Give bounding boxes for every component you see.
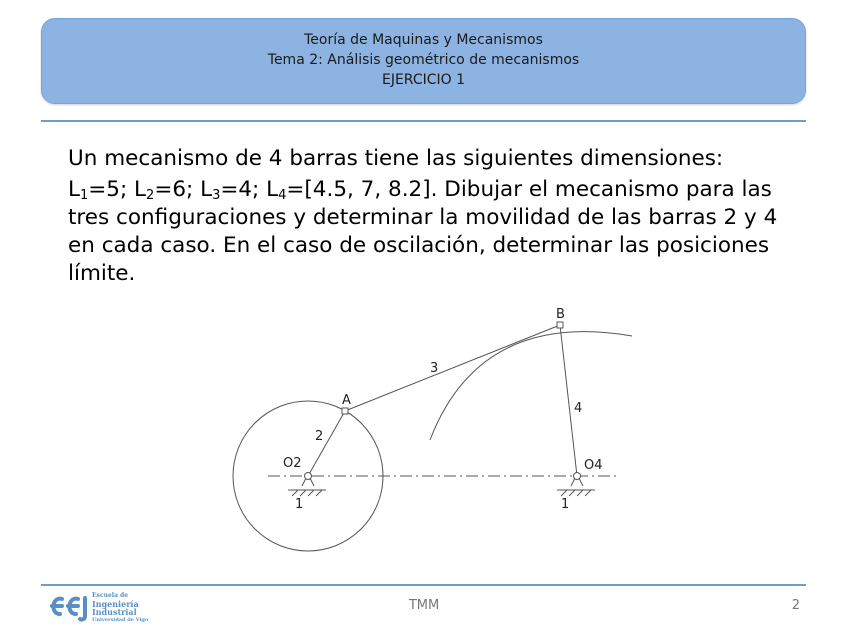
- joint-a: [342, 408, 348, 414]
- header-exercise: EJERCICIO 1: [381, 72, 466, 88]
- label-ground-left: 1: [295, 497, 304, 512]
- label-o2: O2: [283, 456, 302, 471]
- label-bar-2: 2: [315, 429, 324, 444]
- footer-course-code: TMM: [408, 598, 440, 613]
- label-ground-right: 1: [561, 497, 570, 512]
- joint-b: [557, 322, 563, 328]
- label-b: B: [556, 307, 565, 322]
- label-bar-3: 3: [430, 361, 439, 376]
- coupler-arc: [430, 332, 632, 440]
- label-bar-4: 4: [574, 401, 583, 416]
- school-logo-text: Escuela de Ingeniería Industrial Universidad de Vigo: [92, 592, 149, 623]
- label-a: A: [342, 393, 351, 408]
- statement-intro: Un mecanismo de 4 barras tiene las siguientes dimensiones:: [68, 146, 724, 171]
- page-number: 2: [791, 598, 800, 613]
- statement-rest: Dibujar el mecanismo para las tres configuraciones y determinar la movilidad de las barras 2 y 4 en cada caso. En el caso de oscilación, determinar las posiciones límite.: [68, 177, 778, 286]
- label-o4: O4: [584, 458, 603, 473]
- dim-l4: $L_4=[4.5$, 7, 8.2].: [266, 177, 438, 203]
- bottom-divider: [41, 584, 806, 586]
- header-course-title: Teoría de Maquinas y Mecanismos: [304, 32, 543, 48]
- header-topic: Tema 2: Análisis geométrico de mecanismos: [267, 52, 580, 68]
- dim-l1: $L_1=5$;: [68, 177, 135, 203]
- dim-l3: $L_3=4$;: [200, 177, 267, 203]
- bar-2: [308, 411, 345, 476]
- bar-3: [345, 325, 560, 411]
- dim-l2: $L_2=6$;: [134, 177, 201, 203]
